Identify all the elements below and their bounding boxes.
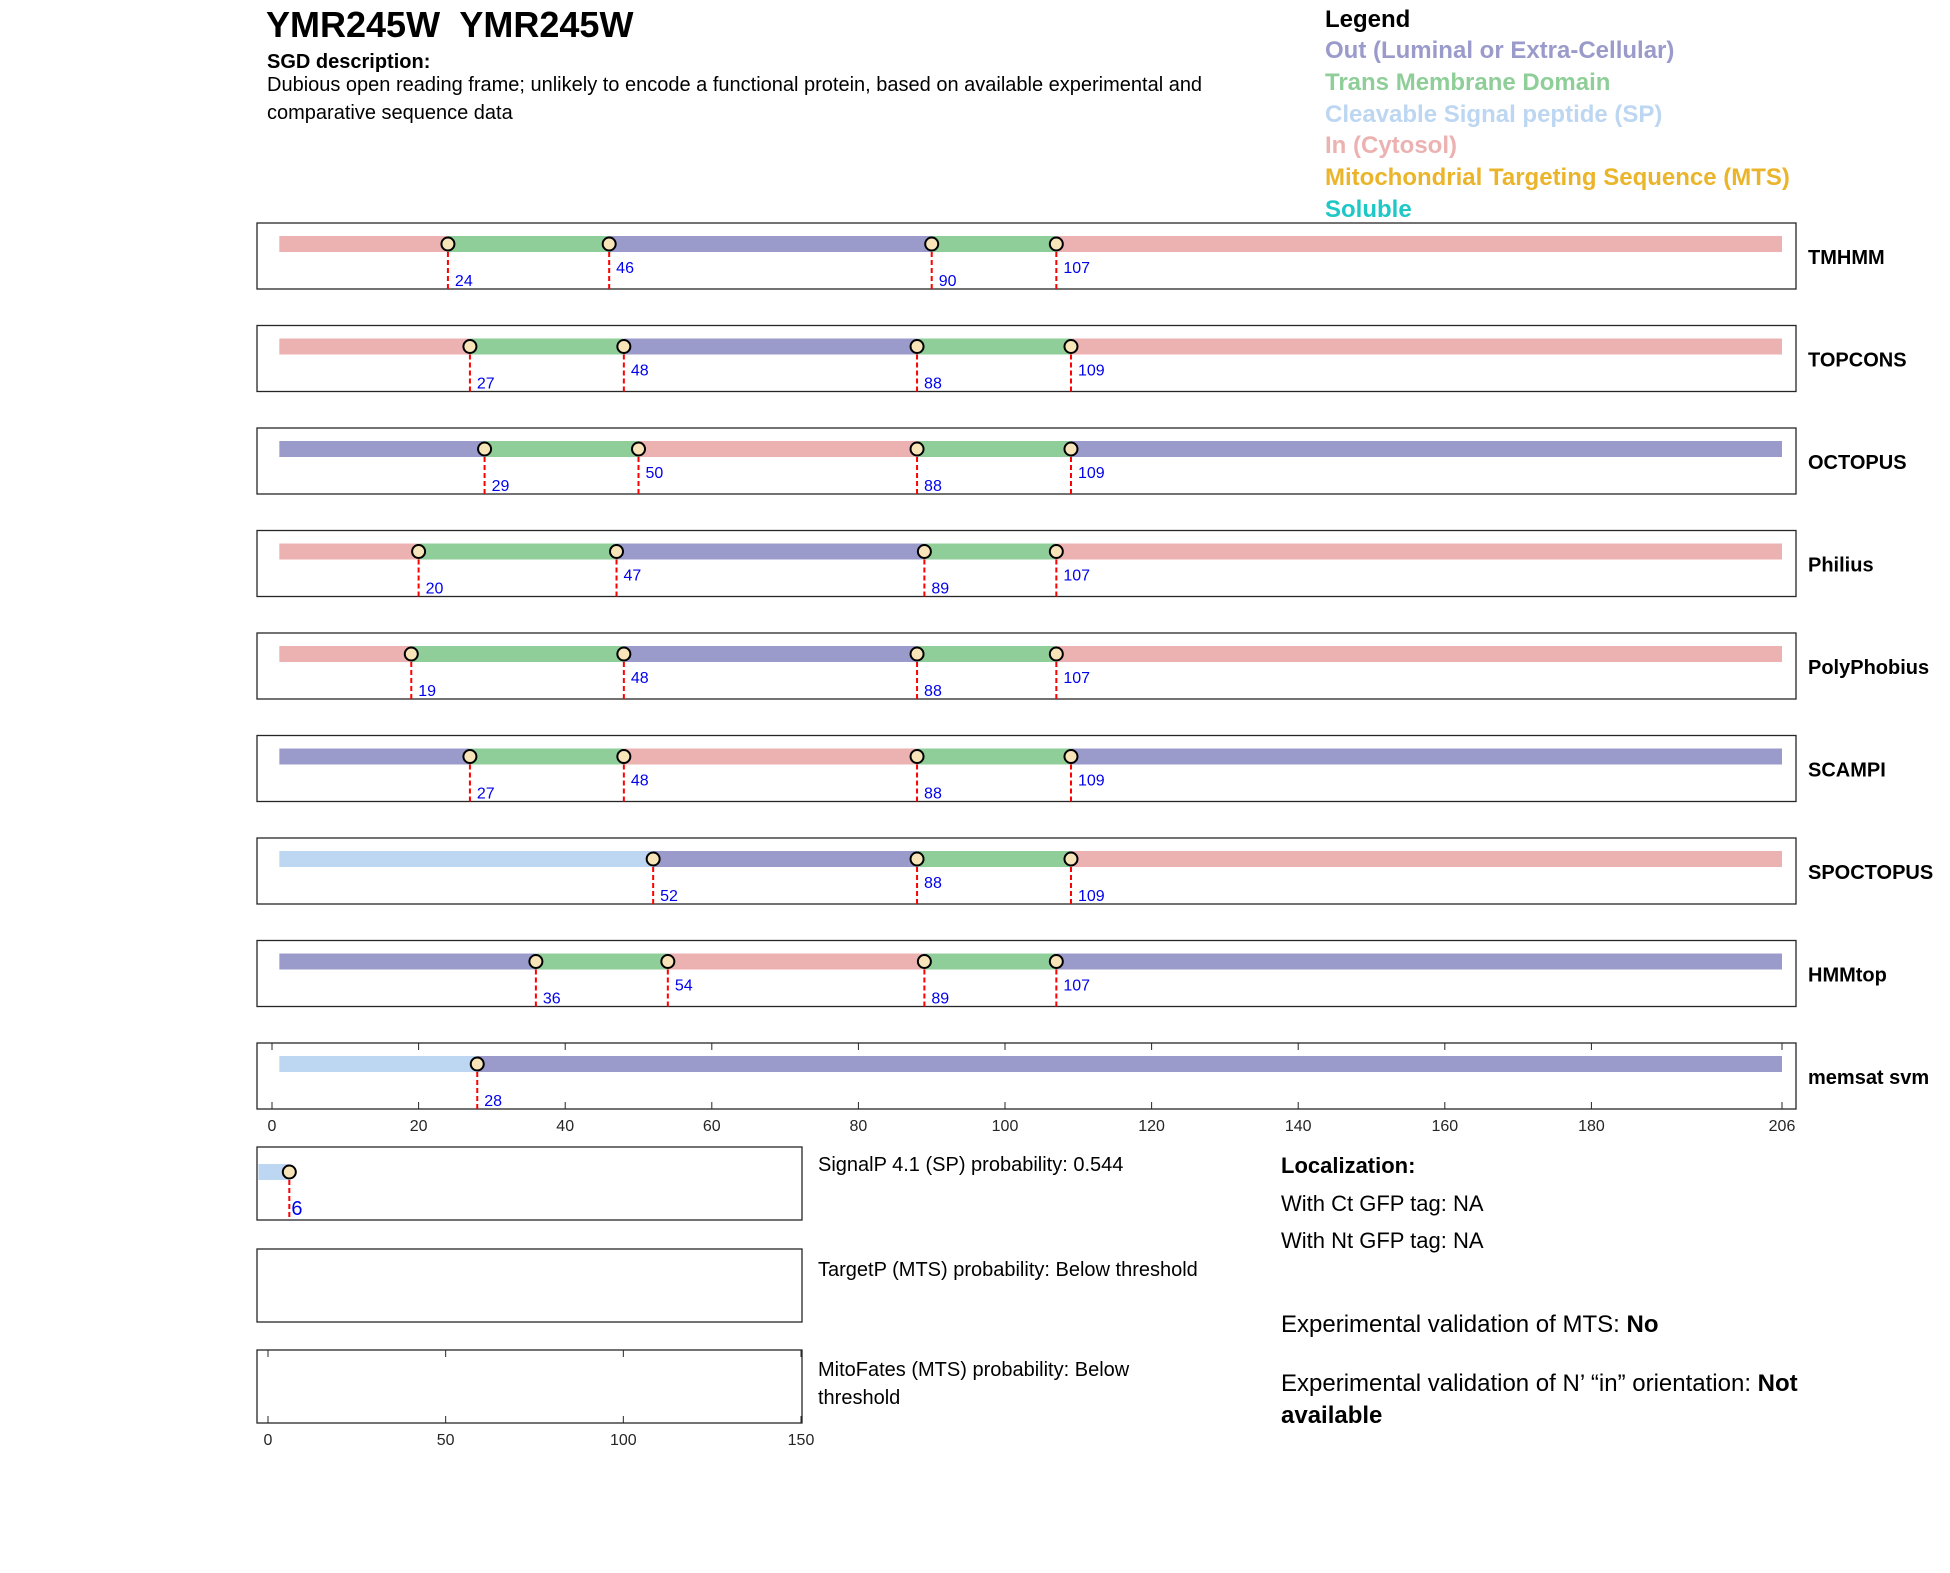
track-topcons	[257, 326, 1907, 393]
boundary-marker	[617, 340, 630, 353]
x-tick-label: 120	[1138, 1118, 1165, 1135]
track-frame	[257, 223, 1796, 289]
segment-out	[279, 954, 536, 970]
segment-tm	[448, 236, 609, 252]
boundary-marker	[441, 238, 454, 251]
track-frame	[257, 941, 1796, 1007]
boundary-marker	[617, 750, 630, 763]
localization-nt: With Nt GFP tag: NA	[1281, 1228, 1484, 1253]
segment-sp	[279, 1056, 477, 1072]
segment-out	[1056, 954, 1782, 970]
segment-out	[609, 236, 932, 252]
boundary-marker	[911, 340, 924, 353]
segment-out	[653, 851, 917, 867]
boundary-label: 90	[938, 273, 957, 290]
segment-tm	[917, 851, 1071, 867]
segment-in	[1056, 544, 1782, 560]
page-title: YMR245W YMR245W	[266, 4, 634, 45]
boundary-label: 20	[425, 580, 444, 598]
track-frame	[257, 838, 1796, 904]
boundary-label: 50	[645, 465, 664, 482]
mitofates-panel	[257, 1350, 814, 1449]
boundary-label: 107	[1063, 977, 1091, 995]
x-tick-label: 206	[1768, 1118, 1796, 1135]
track-tmhmm	[257, 223, 1885, 290]
boundary-label: 54	[674, 977, 693, 995]
boundary-marker	[925, 238, 938, 251]
x-tick-label: 140	[1284, 1118, 1312, 1135]
validation-mts	[1281, 1309, 1841, 1341]
track-frame	[257, 531, 1796, 597]
x-tick-label: 20	[409, 1118, 428, 1135]
x-tick-label: 80	[849, 1118, 868, 1135]
boundary-label: 27	[476, 785, 495, 803]
track-name: PolyPhobius	[1808, 657, 1930, 679]
segment-in	[1056, 236, 1782, 252]
track-name: HMMtop	[1808, 964, 1887, 987]
mitofates-probability: MitoFates (MTS) probability: Below threshold	[818, 1359, 1130, 1409]
segment-tm	[924, 544, 1056, 560]
boundary-marker	[610, 545, 623, 558]
legend-item-tm: Trans Membrane Domain	[1325, 68, 1611, 96]
boundary-marker	[1064, 340, 1077, 353]
boundary-label: 52	[660, 888, 678, 905]
localization-ct: With Ct GFP tag: NA	[1281, 1191, 1484, 1216]
boundary-marker	[911, 648, 924, 661]
boundary-label: 48	[630, 362, 649, 380]
boundary-label: 19	[418, 683, 437, 700]
boundary-marker	[647, 853, 660, 866]
segment-tm	[932, 236, 1057, 252]
panel-frame	[257, 1350, 802, 1423]
legend-item-in: In (Cytosol)	[1325, 132, 1457, 160]
segment-out	[1071, 441, 1782, 457]
boundary-marker	[1064, 853, 1077, 866]
validation-mts-label: Experimental validation of MTS:	[1281, 1311, 1627, 1338]
boundary-label: 88	[924, 683, 942, 700]
boundary-label: 88	[924, 875, 942, 892]
boundary-marker	[471, 1058, 484, 1071]
x-tick-label: 60	[702, 1118, 721, 1135]
segment-tm	[536, 954, 668, 970]
x-tick-label: 100	[991, 1118, 1019, 1135]
x-tick-label: 100	[609, 1432, 637, 1449]
segment-out	[624, 339, 917, 355]
legend-item-mts: Mitochondrial Targeting Sequence (MTS)	[1325, 164, 1790, 192]
boundary-marker	[463, 340, 476, 353]
validation-orientation-label: Experimental validation of N’ “in” orientation:	[1281, 1370, 1758, 1397]
sgd-description-text: Dubious open reading frame; unlikely to encode a functional protein, based on available experimental and comparative sequence data	[267, 74, 1203, 124]
boundary-label: 28	[484, 1093, 503, 1110]
boundary-label: 109	[1077, 465, 1105, 482]
segment-out	[1071, 749, 1782, 765]
x-tick-label: 0	[267, 1118, 277, 1135]
sgd-description-label: SGD description:	[267, 51, 431, 73]
x-tick-label: 40	[556, 1118, 575, 1135]
segment-sp	[279, 851, 653, 867]
segment-in	[279, 236, 448, 252]
boundary-label: 48	[630, 670, 649, 687]
segment-in	[624, 749, 917, 765]
x-tick-label: 180	[1578, 1118, 1605, 1135]
boundary-marker	[911, 443, 924, 456]
boundary-label: 46	[616, 260, 634, 277]
track-frame	[257, 633, 1796, 699]
segment-in	[639, 441, 918, 457]
segment-in	[1056, 646, 1782, 662]
track-spoctopus	[257, 838, 1933, 905]
segment-tm	[470, 339, 624, 355]
boundary-marker	[283, 1166, 296, 1179]
boundary-label: 24	[454, 273, 473, 290]
legend-item-sp: Cleavable Signal peptide (SP)	[1325, 100, 1663, 128]
segment-out	[279, 441, 484, 457]
track-polyphobius	[257, 633, 1929, 700]
track-name: TOPCONS	[1808, 349, 1907, 372]
validation-mts-value: No	[1626, 1311, 1659, 1338]
signalp-probability: SignalP 4.1 (SP) probability: 0.544	[818, 1154, 1124, 1176]
track-scampi	[257, 736, 1886, 803]
boundary-label: 29	[491, 478, 510, 495]
track-octopus	[257, 428, 1907, 495]
track-name: memsat svm	[1808, 1067, 1930, 1089]
boundary-marker	[463, 750, 476, 763]
boundary-label: 109	[1077, 888, 1105, 905]
boundary-label: 88	[924, 785, 942, 803]
segment-tm	[485, 441, 639, 457]
boundary-marker	[1050, 238, 1063, 251]
boundary-marker	[405, 648, 418, 661]
panel-frame	[257, 1249, 802, 1322]
validation-orientation-value: Not available	[1281, 1370, 1798, 1429]
boundary-label: 88	[924, 478, 942, 495]
track-frame	[257, 428, 1796, 494]
boundary-marker	[661, 955, 674, 968]
boundary-marker	[412, 545, 425, 558]
panel-frame	[257, 1147, 802, 1220]
x-tick-label: 0	[263, 1432, 273, 1449]
segment-tm	[917, 749, 1071, 765]
boundary-label: 89	[931, 990, 950, 1008]
boundary-marker	[632, 443, 645, 456]
segment-in	[279, 339, 470, 355]
boundary-marker	[529, 955, 542, 968]
segment-in	[668, 954, 925, 970]
x-tick-label: 50	[436, 1432, 455, 1449]
boundary-marker	[1050, 545, 1063, 558]
track-name: TMHMM	[1808, 247, 1885, 269]
boundary-label: 48	[630, 772, 649, 790]
boundary-label: 36	[542, 990, 561, 1008]
segment-tm	[917, 646, 1056, 662]
boundary-label: 107	[1063, 567, 1091, 585]
segment-in	[279, 646, 411, 662]
segment-in	[1071, 851, 1782, 867]
boundary-label: 109	[1077, 772, 1105, 790]
boundary-marker	[1064, 443, 1077, 456]
boundary-marker	[1064, 750, 1077, 763]
track-name: SCAMPI	[1808, 759, 1886, 782]
signalp-panel	[257, 1147, 802, 1220]
boundary-marker	[617, 648, 630, 661]
track-name: OCTOPUS	[1808, 452, 1907, 474]
segment-tm	[411, 646, 624, 662]
legend-item-out: Out (Luminal or Extra-Cellular)	[1325, 37, 1675, 64]
targetp-probability: TargetP (MTS) probability: Below threshold	[818, 1259, 1198, 1281]
segment-tm	[917, 339, 1071, 355]
track-name: SPOCTOPUS	[1808, 862, 1934, 884]
track-memsat-svm	[257, 1043, 1929, 1110]
segment-out	[477, 1056, 1782, 1072]
x-tick-label: 150	[787, 1432, 815, 1449]
track-hmmtop	[257, 941, 1887, 1008]
segment-out	[279, 749, 470, 765]
boundary-marker	[918, 545, 931, 558]
targetp-panel	[257, 1249, 802, 1322]
boundary-label: 107	[1063, 670, 1091, 687]
boundary-marker	[1050, 648, 1063, 661]
segment-tm	[470, 749, 624, 765]
segment-in	[1071, 339, 1782, 355]
boundary-label: 27	[476, 375, 495, 393]
segment-tm	[917, 441, 1071, 457]
segment-tm	[419, 544, 617, 560]
localization-title: Localization:	[1281, 1153, 1416, 1178]
boundary-label: 89	[931, 580, 950, 598]
track-name: Philius	[1808, 554, 1874, 577]
segment-tm	[924, 954, 1056, 970]
boundary-label: 88	[924, 375, 942, 393]
track-philius	[257, 531, 1874, 598]
boundary-marker	[603, 238, 616, 251]
boundary-label: 6	[291, 1198, 303, 1220]
boundary-marker	[918, 955, 931, 968]
boundary-marker	[911, 853, 924, 866]
boundary-marker	[478, 443, 491, 456]
legend-title: Legend	[1325, 6, 1411, 33]
legend-item-sol: Soluble	[1325, 195, 1412, 223]
segment-in	[279, 544, 418, 560]
boundary-label: 109	[1077, 362, 1105, 380]
boundary-label: 47	[623, 567, 642, 585]
segment-out	[624, 646, 917, 662]
validation-orientation	[1281, 1368, 1841, 1432]
boundary-marker	[911, 750, 924, 763]
boundary-marker	[1050, 955, 1063, 968]
segment-out	[617, 544, 925, 560]
x-tick-label: 160	[1431, 1118, 1459, 1135]
boundary-label: 107	[1063, 260, 1091, 277]
